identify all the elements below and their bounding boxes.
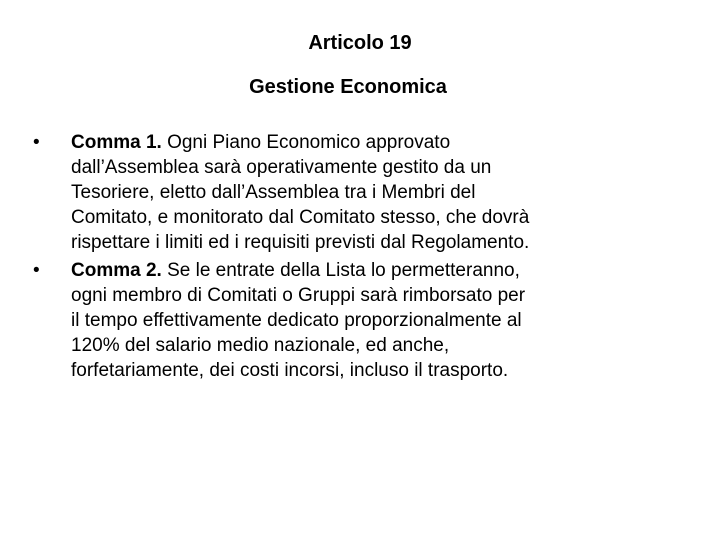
bullet-line: Comitato, e monitorato dal Comitato stesso, che dovrà bbox=[71, 207, 530, 228]
bullet-line bbox=[71, 258, 703, 283]
bullet-marker: • bbox=[33, 260, 40, 281]
bullet-list bbox=[33, 130, 703, 386]
bullet-line: Tesoriere, eletto dall’Assemblea tra i Membri del bbox=[71, 182, 476, 203]
bullet-line: 120% del salario medio nazionale, ed anche, bbox=[71, 335, 450, 356]
bullet-heading: Comma 2. bbox=[71, 260, 162, 281]
article-subtitle: Gestione Economica bbox=[249, 76, 447, 98]
bullet-line: il tempo effettivamente dedicato proporzionalmente al bbox=[71, 310, 522, 331]
bullet-text: Se le entrate della Lista lo permetteranno, bbox=[161, 260, 520, 281]
bullet-line: rispettare i limiti ed i requisiti previsti dal Regolamento. bbox=[71, 232, 530, 253]
bullet-line bbox=[71, 130, 703, 155]
bullet-line: dall’Assemblea sarà operativamente gestito da un bbox=[71, 157, 492, 178]
article-title: Articolo 19 bbox=[308, 32, 412, 54]
bullet-text: Ogni Piano Economico approvato bbox=[161, 132, 451, 153]
bullet-line: ogni membro di Comitati o Gruppi sarà rimborsato per bbox=[71, 285, 526, 306]
bullet-heading: Comma 1. bbox=[71, 132, 162, 153]
bullet-marker: • bbox=[33, 132, 40, 153]
bullet-comma-2 bbox=[33, 258, 703, 383]
bullet-comma-1 bbox=[33, 130, 703, 255]
bullet-line: forfetariamente, dei costi incorsi, incluso il trasporto. bbox=[71, 360, 509, 381]
